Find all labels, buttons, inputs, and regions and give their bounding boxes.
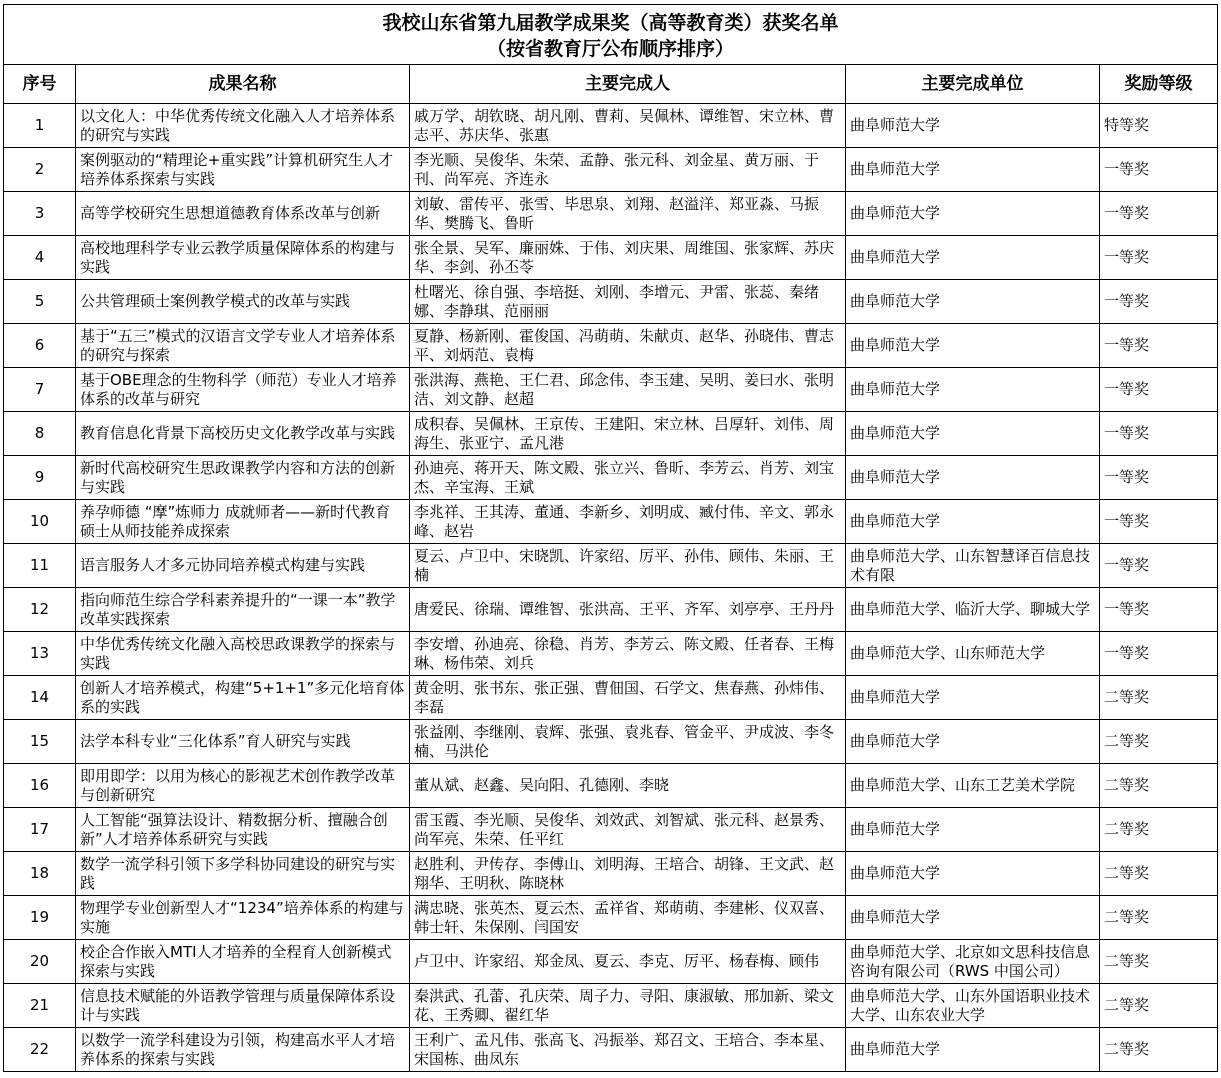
table-row xyxy=(4,720,1218,764)
cell-achievement: 案例驱动的“精理论+重实践”计算机研究生人才培养体系探索与实践 xyxy=(76,148,410,192)
cell-unit: 曲阜师范大学 xyxy=(846,676,1100,720)
cell-achievement: 养孕师德 “摩”炼师力 成就师者——新时代教育硕士从师技能养成探索 xyxy=(76,500,410,544)
cell-achievement: 创新人才培养模式，构建“5+1+1”多元化培育体系的实践 xyxy=(76,676,410,720)
cell-level: 二等奖 xyxy=(1100,808,1218,852)
cell-index: 16 xyxy=(4,764,76,808)
table-row xyxy=(4,764,1218,808)
cell-achievement: 以数学一流学科建设为引领，构建高水平人才培养体系的探索与实践 xyxy=(76,1028,410,1072)
table-row xyxy=(4,1028,1218,1072)
cell-achievement: 即用即学：以用为核心的影视艺术创作教学改革与创新研究 xyxy=(76,764,410,808)
cell-contributors: 张益刚、李继刚、袁辉、张强、袁兆春、管金平、尹成波、李冬楠、马洪伦 xyxy=(410,720,846,764)
cell-level: 二等奖 xyxy=(1100,1028,1218,1072)
table-row xyxy=(4,412,1218,456)
cell-unit: 曲阜师范大学 xyxy=(846,500,1100,544)
cell-achievement: 语言服务人才多元协同培养模式构建与实践 xyxy=(76,544,410,588)
cell-contributors: 张全景、吴军、廉丽姝、于伟、刘庆果、周维国、张家辉、苏庆华、李剑、孙丕苓 xyxy=(410,236,846,280)
cell-index: 4 xyxy=(4,236,76,280)
cell-contributors: 秦洪武、孔蕾、孔庆荣、周子力、寻阳、康淑敏、邢加新、梁文花、王秀卿、翟红华 xyxy=(410,984,846,1028)
cell-level: 一等奖 xyxy=(1100,280,1218,324)
table-row xyxy=(4,676,1218,720)
cell-achievement: 基于OBE理念的生物科学（师范）专业人才培养体系的改革与研究 xyxy=(76,368,410,412)
cell-unit: 曲阜师范大学、山东外国语职业技术大学、山东农业大学 xyxy=(846,984,1100,1028)
table-row xyxy=(4,148,1218,192)
cell-achievement: 指向师范生综合学科素养提升的“一课一本”教学改革实践探索 xyxy=(76,588,410,632)
cell-level: 二等奖 xyxy=(1100,676,1218,720)
cell-unit: 曲阜师范大学 xyxy=(846,1028,1100,1072)
cell-achievement: 以文化人：中华优秀传统文化融入人才培养体系的研究与实践 xyxy=(76,104,410,148)
cell-contributors: 夏静、杨新刚、霍俊国、冯萌萌、朱献贞、赵华、孙晓伟、曹志平、刘炳范、袁梅 xyxy=(410,324,846,368)
header-level: 奖励等级 xyxy=(1100,65,1218,104)
title-line-1: 我校山东省第九届教学成果奖（高等教育类）获奖名单 xyxy=(382,11,839,34)
cell-level: 二等奖 xyxy=(1100,896,1218,940)
cell-unit: 曲阜师范大学 xyxy=(846,324,1100,368)
table-row xyxy=(4,236,1218,280)
cell-achievement: 高等学校研究生思想道德教育体系改革与创新 xyxy=(76,192,410,236)
cell-index: 6 xyxy=(4,324,76,368)
cell-unit: 曲阜师范大学 xyxy=(846,236,1100,280)
cell-level: 一等奖 xyxy=(1100,632,1218,676)
cell-achievement: 教育信息化背景下高校历史文化教学改革与实践 xyxy=(76,412,410,456)
cell-unit: 曲阜师范大学 xyxy=(846,896,1100,940)
cell-index: 1 xyxy=(4,104,76,148)
cell-level: 一等奖 xyxy=(1100,324,1218,368)
cell-unit: 曲阜师范大学 xyxy=(846,412,1100,456)
table-row xyxy=(4,500,1218,544)
table-row xyxy=(4,984,1218,1028)
header-index: 序号 xyxy=(4,65,76,104)
cell-contributors: 董从斌、赵鑫、吴向阳、孔德刚、李晓 xyxy=(410,764,846,808)
cell-contributors: 孙迪亮、蒋开天、陈文殿、张立兴、鲁昕、李芳云、肖芳、刘宝杰、辛宝海、王斌 xyxy=(410,456,846,500)
cell-index: 5 xyxy=(4,280,76,324)
cell-level: 一等奖 xyxy=(1100,148,1218,192)
cell-unit: 曲阜师范大学、山东智慧译百信息技术有限 xyxy=(846,544,1100,588)
cell-contributors: 李光顺、吴俊华、朱荣、孟静、张元科、刘金星、黄万丽、于刊、尚军亮、齐连永 xyxy=(410,148,846,192)
cell-level: 一等奖 xyxy=(1100,544,1218,588)
cell-unit: 曲阜师范大学 xyxy=(846,104,1100,148)
cell-level: 一等奖 xyxy=(1100,192,1218,236)
cell-index: 19 xyxy=(4,896,76,940)
table-row xyxy=(4,632,1218,676)
cell-level: 二等奖 xyxy=(1100,984,1218,1028)
table-row xyxy=(4,280,1218,324)
cell-contributors: 夏云、卢卫中、宋晓凯、许家绍、厉平、孙伟、顾伟、朱丽、王楠 xyxy=(410,544,846,588)
cell-contributors: 雷玉霞、李光顺、吴俊华、刘效武、刘智斌、张元科、赵景秀、尚军亮、朱荣、任平红 xyxy=(410,808,846,852)
cell-level: 一等奖 xyxy=(1100,456,1218,500)
cell-contributors: 赵胜利、尹传存、李傅山、刘明海、王培合、胡锋、王文武、赵翔华、王明秋、陈晓林 xyxy=(410,852,846,896)
cell-level: 二等奖 xyxy=(1100,720,1218,764)
cell-contributors: 戚万学、胡钦晓、胡凡刚、曹莉、吴佩林、谭维智、宋立林、曹志平、苏庆华、张惠 xyxy=(410,104,846,148)
cell-index: 9 xyxy=(4,456,76,500)
cell-contributors: 刘敏、雷传平、张雪、毕思泉、刘翔、赵溢洋、郑亚淼、马振华、樊腾飞、鲁昕 xyxy=(410,192,846,236)
table-row xyxy=(4,104,1218,148)
header-unit: 主要完成单位 xyxy=(846,65,1100,104)
cell-achievement: 人工智能“强算法设计、精数据分析、擅融合创新”人才培养体系研究与实践 xyxy=(76,808,410,852)
cell-achievement: 中华优秀传统文化融入高校思政课教学的探索与实践 xyxy=(76,632,410,676)
title-line-2: （按省教育厅公布顺序排序） xyxy=(486,37,734,60)
cell-index: 21 xyxy=(4,984,76,1028)
cell-unit: 曲阜师范大学 xyxy=(846,368,1100,412)
cell-index: 22 xyxy=(4,1028,76,1072)
cell-index: 7 xyxy=(4,368,76,412)
cell-index: 12 xyxy=(4,588,76,632)
cell-unit: 曲阜师范大学 xyxy=(846,808,1100,852)
cell-unit: 曲阜师范大学 xyxy=(846,456,1100,500)
sheet-title xyxy=(4,5,1218,65)
cell-index: 20 xyxy=(4,940,76,984)
cell-unit: 曲阜师范大学 xyxy=(846,192,1100,236)
cell-contributors: 唐爱民、徐瑞、谭维智、张洪高、王平、齐军、刘亭亭、王丹丹 xyxy=(410,588,846,632)
cell-level: 一等奖 xyxy=(1100,236,1218,280)
cell-contributors: 成积春、吴佩林、王京传、王建阳、宋立林、吕厚轩、刘伟、周海生、张亚宁、孟凡港 xyxy=(410,412,846,456)
cell-contributors: 李安增、孙迪亮、徐稳、肖芳、李芳云、陈文殿、任者春、王梅琳、杨伟荣、刘兵 xyxy=(410,632,846,676)
cell-contributors: 杜曙光、徐自强、李培挺、刘刚、李增元、尹雷、张蕊、秦绪娜、李静琪、范丽丽 xyxy=(410,280,846,324)
cell-level: 一等奖 xyxy=(1100,368,1218,412)
table-row xyxy=(4,324,1218,368)
cell-achievement: 公共管理硕士案例教学模式的改革与实践 xyxy=(76,280,410,324)
header-contributors: 主要完成人 xyxy=(410,65,846,104)
table-row xyxy=(4,852,1218,896)
table-row xyxy=(4,808,1218,852)
cell-index: 13 xyxy=(4,632,76,676)
cell-contributors: 满忠晓、张英杰、夏云杰、孟祥省、郑萌萌、李建彬、仪双喜、韩士轩、朱保刚、闫国安 xyxy=(410,896,846,940)
cell-index: 18 xyxy=(4,852,76,896)
cell-contributors: 王利广、孟凡伟、张高飞、冯振举、郑召文、王培合、李本星、宋国栋、曲凤东 xyxy=(410,1028,846,1072)
cell-achievement: 校企合作嵌入MTI人才培养的全程育人创新模式探索与实践 xyxy=(76,940,410,984)
cell-unit: 曲阜师范大学 xyxy=(846,720,1100,764)
cell-achievement: 基于“五三”模式的汉语言文学专业人才培养体系的研究与探索 xyxy=(76,324,410,368)
table-row xyxy=(4,940,1218,984)
header-row xyxy=(4,65,1218,104)
cell-contributors: 黄金明、张书东、张正强、曹佃国、石学文、焦春燕、孙炜伟、李磊 xyxy=(410,676,846,720)
cell-achievement: 数学一流学科引领下多学科协同建设的研究与实践 xyxy=(76,852,410,896)
cell-unit: 曲阜师范大学 xyxy=(846,852,1100,896)
cell-index: 15 xyxy=(4,720,76,764)
cell-level: 一等奖 xyxy=(1100,412,1218,456)
cell-unit: 曲阜师范大学 xyxy=(846,280,1100,324)
cell-achievement: 法学本科专业“三化体系”育人研究与实践 xyxy=(76,720,410,764)
cell-unit: 曲阜师范大学、临沂大学、聊城大学 xyxy=(846,588,1100,632)
cell-achievement: 高校地理科学专业云教学质量保障体系的构建与实践 xyxy=(76,236,410,280)
cell-level: 二等奖 xyxy=(1100,940,1218,984)
table-row xyxy=(4,192,1218,236)
cell-level: 一等奖 xyxy=(1100,588,1218,632)
table-row xyxy=(4,368,1218,412)
cell-unit: 曲阜师范大学、北京如文思科技信息咨询有限公司（RWS 中国公司） xyxy=(846,940,1100,984)
cell-achievement: 物理学专业创新型人才“1234”培养体系的构建与实施 xyxy=(76,896,410,940)
cell-index: 10 xyxy=(4,500,76,544)
table-row xyxy=(4,456,1218,500)
cell-unit: 曲阜师范大学、山东师范大学 xyxy=(846,632,1100,676)
cell-unit: 曲阜师范大学、山东工艺美术学院 xyxy=(846,764,1100,808)
cell-level: 二等奖 xyxy=(1100,764,1218,808)
table-row xyxy=(4,544,1218,588)
cell-contributors: 张洪海、燕艳、王仁君、邱念伟、李玉建、吴明、姜曰水、张明洁、刘文静、赵超 xyxy=(410,368,846,412)
cell-index: 8 xyxy=(4,412,76,456)
cell-index: 14 xyxy=(4,676,76,720)
cell-contributors: 卢卫中、许家绍、郑金凤、夏云、李克、厉平、杨春梅、顾伟 xyxy=(410,940,846,984)
header-achievement: 成果名称 xyxy=(76,65,410,104)
table-row xyxy=(4,896,1218,940)
cell-level: 二等奖 xyxy=(1100,852,1218,896)
cell-index: 17 xyxy=(4,808,76,852)
cell-level: 特等奖 xyxy=(1100,104,1218,148)
cell-unit: 曲阜师范大学 xyxy=(846,148,1100,192)
cell-achievement: 信息技术赋能的外语教学管理与质量保障体系设计与实践 xyxy=(76,984,410,1028)
award-table xyxy=(3,4,1218,1072)
cell-index: 2 xyxy=(4,148,76,192)
table-row xyxy=(4,588,1218,632)
cell-index: 3 xyxy=(4,192,76,236)
cell-index: 11 xyxy=(4,544,76,588)
cell-contributors: 李兆祥、王其涛、董通、李新乡、刘明成、臧付伟、辛文、郭永峰、赵岩 xyxy=(410,500,846,544)
cell-achievement: 新时代高校研究生思政课教学内容和方法的创新与实践 xyxy=(76,456,410,500)
cell-level: 一等奖 xyxy=(1100,500,1218,544)
